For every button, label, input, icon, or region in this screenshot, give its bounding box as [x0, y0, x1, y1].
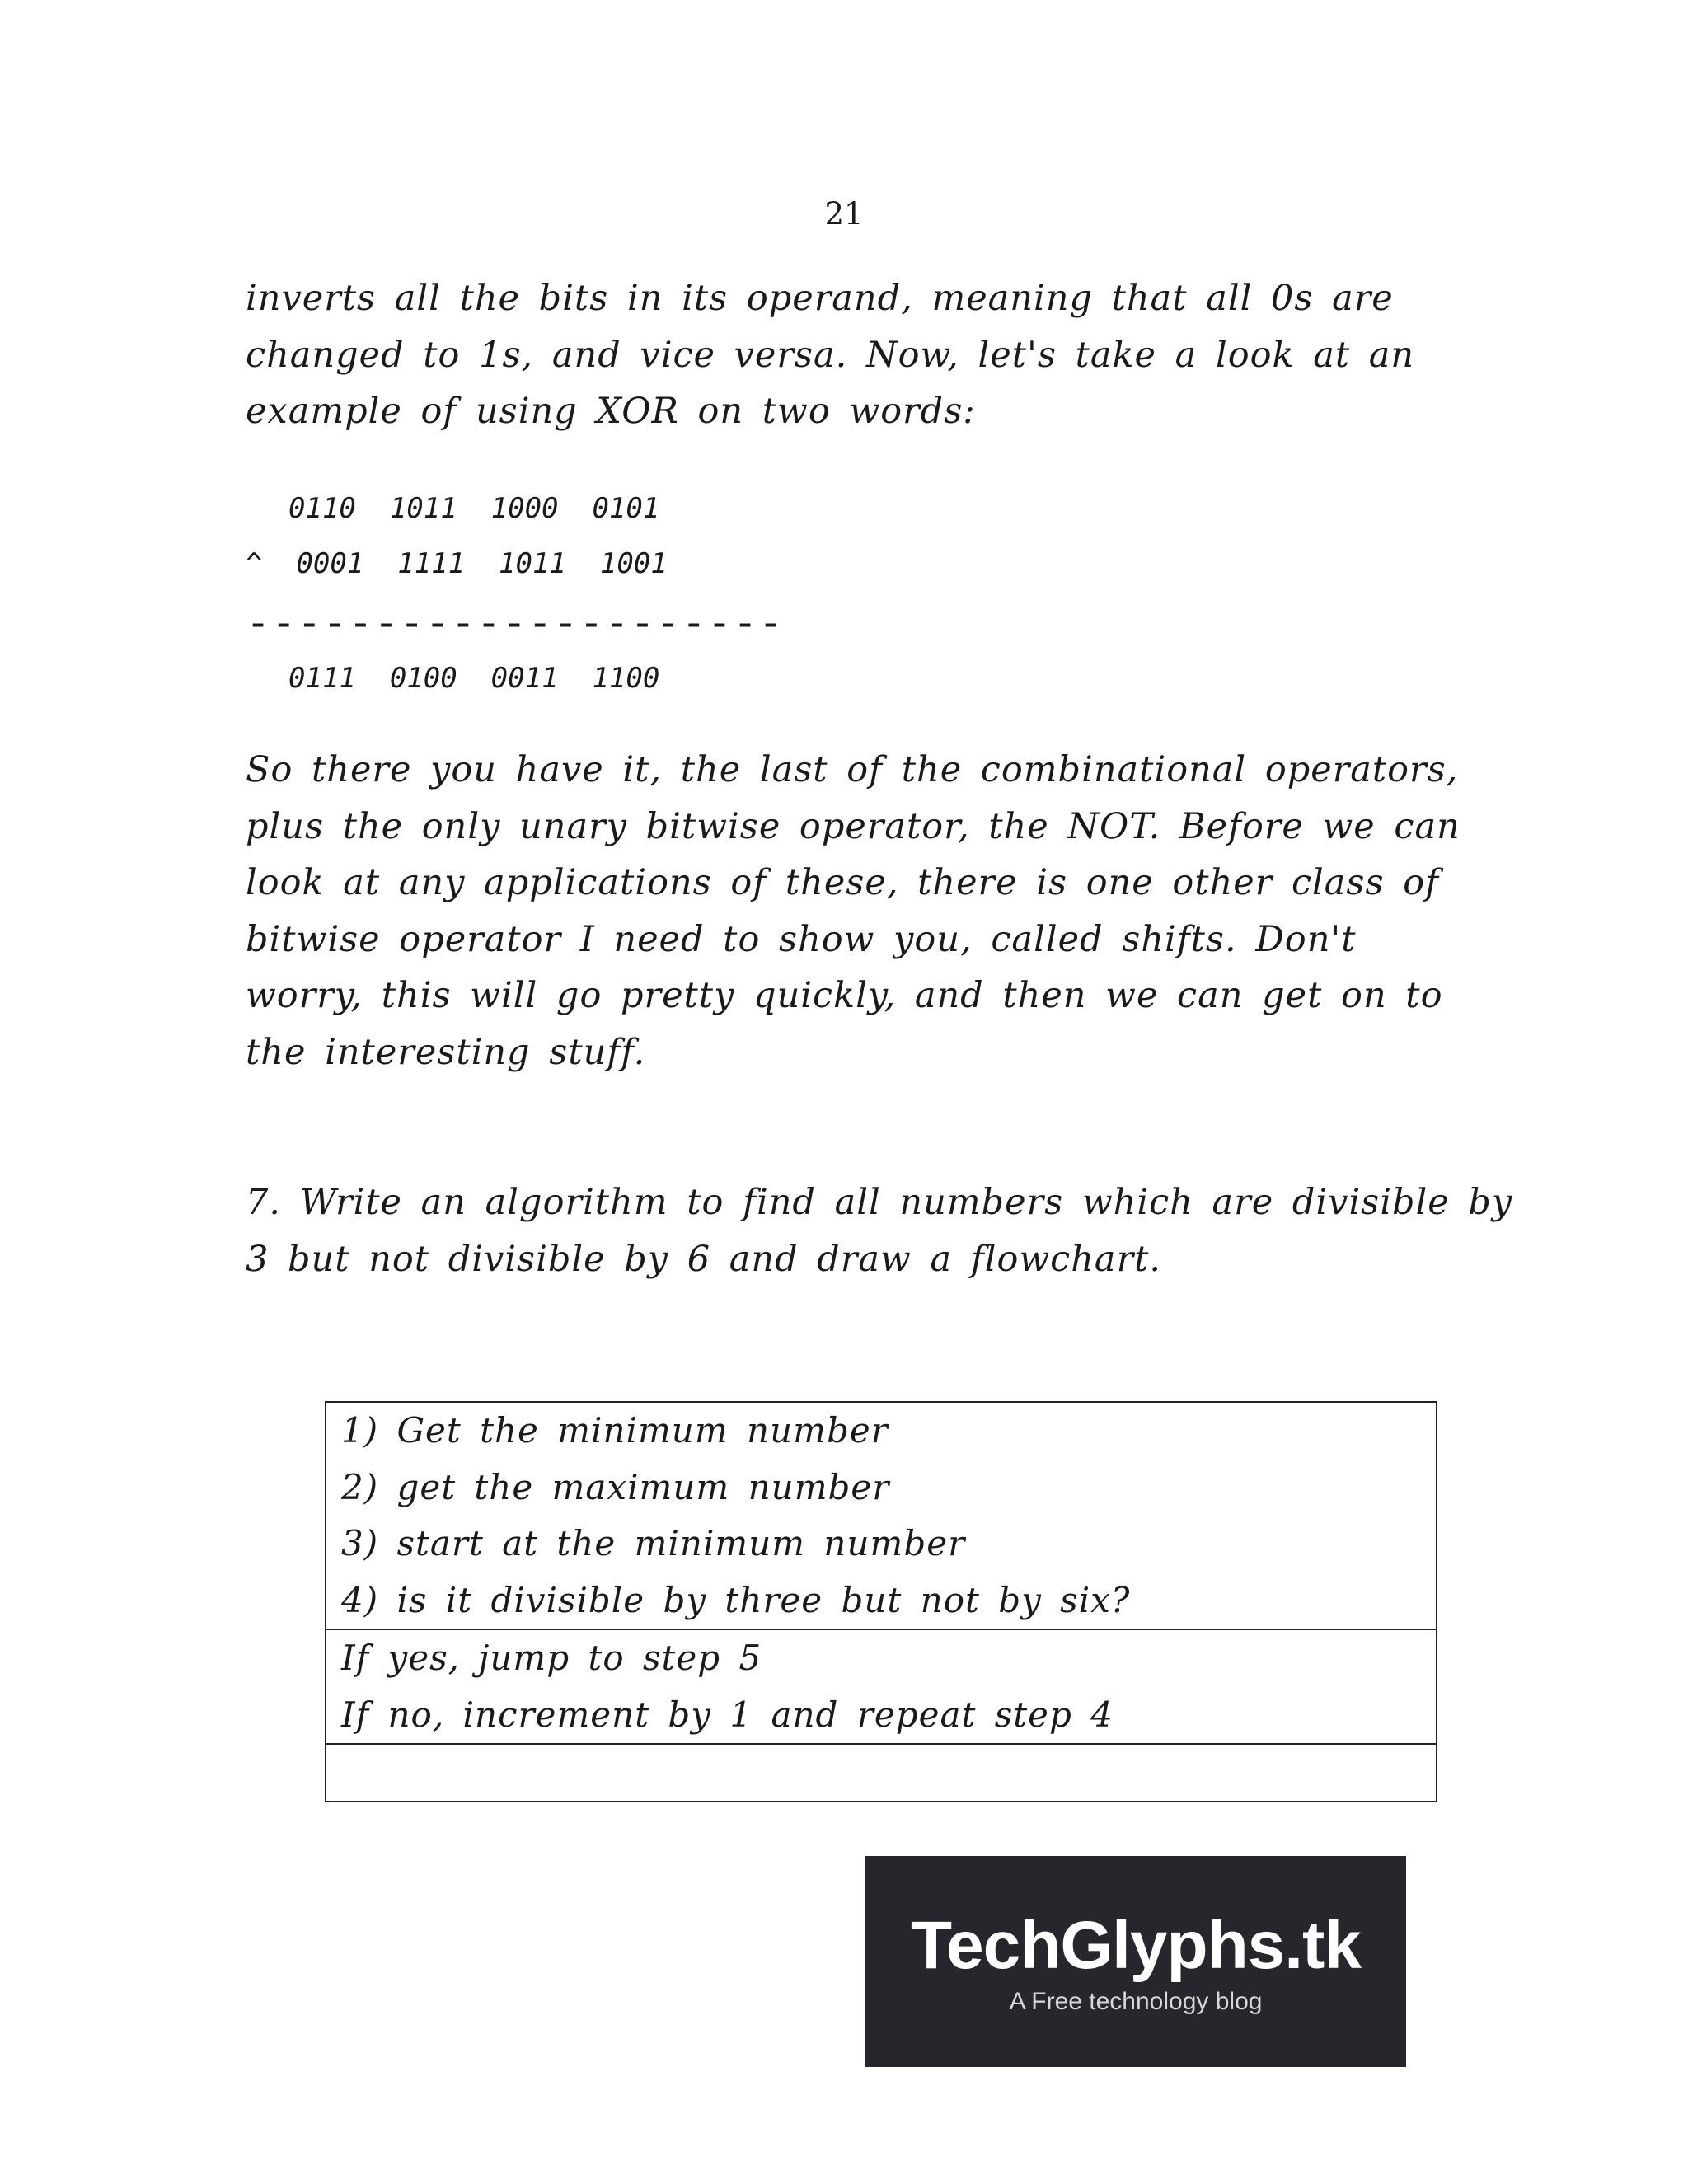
algorithm-steps-cell: [326, 1402, 1437, 1629]
algorithm-empty-cell: [326, 1744, 1437, 1802]
algorithm-branch: If no, increment by 1 and repeat step 4: [341, 1694, 1114, 1735]
table-row: [326, 1744, 1437, 1802]
page-number: 21: [824, 196, 864, 232]
algorithm-branch: If yes, jump to step 5: [341, 1638, 762, 1678]
text-line: look at any applications of these, there is one other class of: [246, 862, 1440, 903]
text-line: bitwise operator I need to show you, called shifts. Don't: [246, 918, 1357, 960]
algorithm-step: 3) start at the minimum number: [341, 1523, 966, 1563]
question-7: [246, 1174, 1513, 1287]
paragraph-operators-summary: [246, 742, 1461, 1080]
text-line: 3 but not divisible by 6 and draw a flowchart.: [246, 1238, 1162, 1280]
algorithm-step: 1) Get the minimum number: [341, 1410, 889, 1451]
xor-operand-a: 0110 1011 1000 0101: [288, 492, 660, 525]
text-line: changed to 1s, and vice versa. Now, let's take a look at an: [246, 334, 1415, 376]
algorithm-table: [325, 1401, 1437, 1802]
logo-title: TechGlyphs.tk: [911, 1908, 1361, 1983]
text-line: 7. Write an algorithm to find all numbers which are divisible by: [246, 1182, 1513, 1223]
text-line: the interesting stuff.: [246, 1031, 646, 1073]
algorithm-step: 2) get the maximum number: [341, 1466, 890, 1507]
techglyphs-logo: [865, 1856, 1406, 2067]
text-line: inverts all the bits in its operand, meaning that all 0s are: [246, 278, 1394, 319]
text-line: plus the only unary bitwise operator, the NOT. Before we can: [246, 805, 1461, 847]
xor-result: 0111 0100 0011 1100: [288, 662, 660, 695]
xor-operand-b: ^ 0001 1111 1011 1001: [246, 547, 668, 580]
table-row: [326, 1402, 1437, 1629]
algorithm-branch-cell: [326, 1629, 1437, 1744]
text-line: example of using XOR on two words:: [246, 391, 976, 432]
algorithm-step: 4) is it divisible by three but not by six?: [341, 1579, 1131, 1620]
paragraph-xor-intro: [246, 270, 1449, 440]
text-line: worry, this will go pretty quickly, and then we can get on to: [246, 975, 1443, 1016]
text-line: So there you have it, the last of the combinational operators,: [246, 749, 1459, 790]
table-row: [326, 1629, 1437, 1744]
logo-subtitle: A Free technology blog: [1009, 1988, 1263, 2015]
xor-rule-line: ---------------------: [246, 598, 785, 646]
